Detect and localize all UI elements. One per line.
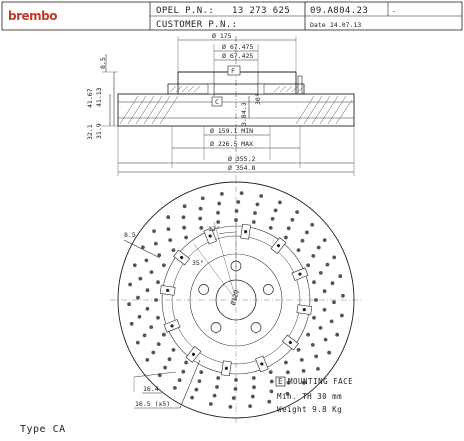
drill-hole — [198, 379, 202, 383]
dim-bolt-circle: Ø120 — [229, 288, 241, 307]
dim-d175: Ø 175 — [212, 32, 232, 40]
drill-hole — [229, 405, 233, 409]
drill-hole — [330, 320, 334, 324]
drill-hole — [340, 314, 344, 318]
drill-hole — [311, 343, 315, 347]
drill-hole — [232, 396, 236, 400]
drill-hole — [215, 385, 219, 389]
dim-d67425: Ø 67.425 — [222, 52, 254, 60]
e-box-label: E — [278, 377, 284, 386]
drill-hole — [301, 239, 305, 243]
drill-hole — [182, 215, 186, 219]
bolt-hole — [251, 323, 261, 333]
drill-hole — [133, 263, 137, 267]
dim-h41-13: 41.13 — [95, 87, 103, 107]
drill-hole — [319, 271, 323, 275]
drill-hole — [146, 307, 150, 311]
drill-hole — [183, 204, 187, 208]
hatch-right — [274, 86, 352, 124]
drill-hole — [162, 333, 166, 337]
drill-hole — [128, 283, 132, 287]
brembo-logo: brembo — [8, 9, 57, 23]
drill-hole — [172, 248, 176, 252]
drill-hole — [167, 227, 171, 231]
drill-hole — [332, 300, 336, 304]
drill-hole — [259, 194, 263, 198]
mounting-tab — [282, 335, 298, 350]
drill-hole — [145, 259, 149, 263]
notes-block — [276, 377, 353, 414]
drill-hole — [323, 308, 327, 312]
drill-hole — [331, 281, 335, 285]
drill-hole — [181, 370, 185, 374]
drill-hole — [327, 351, 331, 355]
date-label: Date — [310, 21, 326, 29]
dim-a30: 30° — [254, 93, 262, 105]
drill-hole — [252, 220, 256, 224]
dim-d354: Ø 354.8 — [228, 164, 256, 172]
drill-hole — [150, 270, 154, 274]
drill-hole — [127, 302, 131, 306]
mounting-tab — [160, 285, 175, 295]
drill-hole — [198, 217, 202, 221]
drill-hole — [199, 370, 203, 374]
oem-label: OPEL P.N.: — [156, 6, 215, 16]
drill-hole — [182, 226, 186, 230]
bolt-hole — [211, 323, 221, 333]
mounting-tab — [241, 224, 251, 239]
drill-hole — [287, 226, 291, 230]
dim-d16-4: 16.4 — [143, 385, 159, 393]
drill-hole — [312, 280, 316, 284]
drill-hole — [146, 288, 150, 292]
drill-hole — [267, 400, 271, 404]
drill-hole — [274, 209, 278, 213]
drill-hole — [335, 333, 339, 337]
drill-hole — [184, 236, 188, 240]
drill-hole — [220, 192, 224, 196]
drill-hole — [240, 191, 244, 195]
drill-hole — [323, 238, 327, 242]
dim-h4-3: 4.3 — [240, 102, 248, 114]
mounting-tab — [164, 320, 180, 333]
drill-hole — [145, 358, 149, 362]
drill-hole — [311, 254, 315, 258]
title-block — [2, 2, 462, 30]
drill-hole — [341, 294, 345, 298]
drill-hole — [234, 387, 238, 391]
drill-hole — [136, 296, 140, 300]
part-suffix: - — [392, 7, 396, 15]
drill-hole — [217, 202, 221, 206]
drill-hole — [306, 333, 310, 337]
drill-hole — [162, 263, 166, 267]
dim-d355: Ø 355.2 — [228, 155, 256, 163]
drill-hole — [178, 378, 182, 382]
drill-hole — [316, 367, 320, 371]
drill-hole — [295, 210, 299, 214]
dim-h3-8: 3.8 — [240, 114, 248, 126]
drill-hole — [291, 218, 295, 222]
drill-hole — [199, 226, 203, 230]
drill-hole — [332, 256, 336, 260]
drill-hole — [286, 370, 290, 374]
drill-hole — [306, 263, 310, 267]
drill-hole — [319, 326, 323, 330]
mounting-tab — [174, 250, 190, 265]
dim-h41-67: 41.67 — [86, 88, 94, 108]
dim-d16-5: 16.5 (x5) — [135, 400, 171, 408]
drill-hole — [310, 223, 314, 227]
drill-hole — [248, 404, 252, 408]
drill-hole — [168, 357, 172, 361]
drill-hole — [326, 263, 330, 267]
drill-hole — [166, 215, 170, 219]
drill-hole — [271, 217, 275, 221]
mounting-tab — [186, 346, 201, 362]
drill-hole — [314, 355, 318, 359]
drill-hole — [235, 209, 239, 213]
drill-hole — [138, 315, 142, 319]
drill-hole — [317, 246, 321, 250]
drill-hole — [149, 325, 153, 329]
drill-hole — [151, 351, 155, 355]
weight-note: Weight 9.8 Kg — [277, 405, 343, 414]
drill-hole — [190, 396, 194, 400]
bolt-hole — [199, 285, 209, 295]
drill-hole — [184, 361, 188, 365]
drill-hole — [157, 253, 161, 257]
drill-hole — [252, 385, 256, 389]
dim-a12: 12° — [208, 225, 220, 233]
drill-hole — [152, 229, 156, 233]
dim-d8-5: 8.5 — [124, 231, 136, 239]
drill-hole — [338, 274, 342, 278]
drill-hole — [305, 231, 309, 235]
drill-hole — [172, 348, 176, 352]
mounting-face-note: MOUNTING FACE — [288, 377, 354, 386]
drill-hole — [297, 248, 301, 252]
dim-d159: Ø 159.1 MIN — [210, 127, 254, 135]
drill-hole — [253, 211, 257, 215]
drill-hole — [154, 242, 158, 246]
mounting-tab — [292, 268, 308, 281]
drill-hole — [199, 207, 203, 211]
customer-label: CUSTOMER P.N.: — [156, 20, 238, 30]
drill-hole — [173, 386, 177, 390]
dim-d226: Ø 226.5 MAX — [210, 140, 254, 148]
oem-number: 13 273 625 — [232, 6, 291, 16]
drill-hole — [297, 348, 301, 352]
drill-hole — [269, 370, 273, 374]
drill-hole — [213, 394, 217, 398]
dim-a35: 35° — [192, 259, 204, 267]
mounting-tab — [221, 361, 231, 376]
drill-hole — [300, 358, 304, 362]
drill-hole — [195, 388, 199, 392]
part-number: 09.A804.23 — [310, 6, 369, 16]
hatch-left — [120, 86, 200, 124]
drill-hole — [269, 226, 273, 230]
drill-hole — [284, 361, 288, 365]
drill-hole — [256, 203, 260, 207]
drill-hole — [139, 277, 143, 281]
drill-hole — [312, 316, 316, 320]
drill-hole — [216, 376, 220, 380]
drill-hole — [216, 211, 220, 215]
drill-hole — [302, 369, 306, 373]
date-value: 24.07.13 — [330, 21, 362, 29]
dim-h32-1: 32.1 — [86, 124, 94, 140]
drill-hole — [278, 201, 282, 205]
drill-hole — [252, 376, 256, 380]
drill-hole — [156, 280, 160, 284]
dim-h8-5: 8.5 — [99, 57, 107, 69]
drill-hole — [154, 298, 158, 302]
mounting-tab — [271, 238, 286, 254]
drill-hole — [236, 200, 240, 204]
drill-hole — [270, 380, 274, 384]
drill-hole — [234, 378, 238, 382]
drill-hole — [157, 342, 161, 346]
mounting-tab — [256, 356, 269, 372]
drill-hole — [324, 338, 328, 342]
dim-h31-9: 31.9 — [95, 123, 103, 139]
drill-hole — [163, 366, 167, 370]
section-view — [86, 32, 354, 176]
drill-hole — [136, 341, 140, 345]
type-label: Type CA — [20, 424, 66, 435]
drill-hole — [323, 289, 327, 293]
drill-hole — [216, 220, 220, 224]
drill-hole — [284, 236, 288, 240]
dim-d67475: Ø 67.475 — [222, 43, 254, 51]
bolt-hole — [263, 285, 273, 295]
drill-hole — [168, 238, 172, 242]
drill-hole — [156, 316, 160, 320]
drill-hole — [130, 322, 134, 326]
drill-hole — [143, 334, 147, 338]
drill-hole — [201, 196, 205, 200]
drill-hole — [270, 390, 274, 394]
min-thickness-note: Min. TH 30 mm — [277, 392, 343, 401]
drill-hole — [209, 402, 213, 406]
datum-f: F — [231, 67, 235, 75]
front-view — [110, 175, 362, 425]
drill-hole — [314, 298, 318, 302]
drill-hole — [251, 395, 255, 399]
datum-c: C — [215, 98, 219, 106]
mounting-tab — [297, 305, 312, 315]
